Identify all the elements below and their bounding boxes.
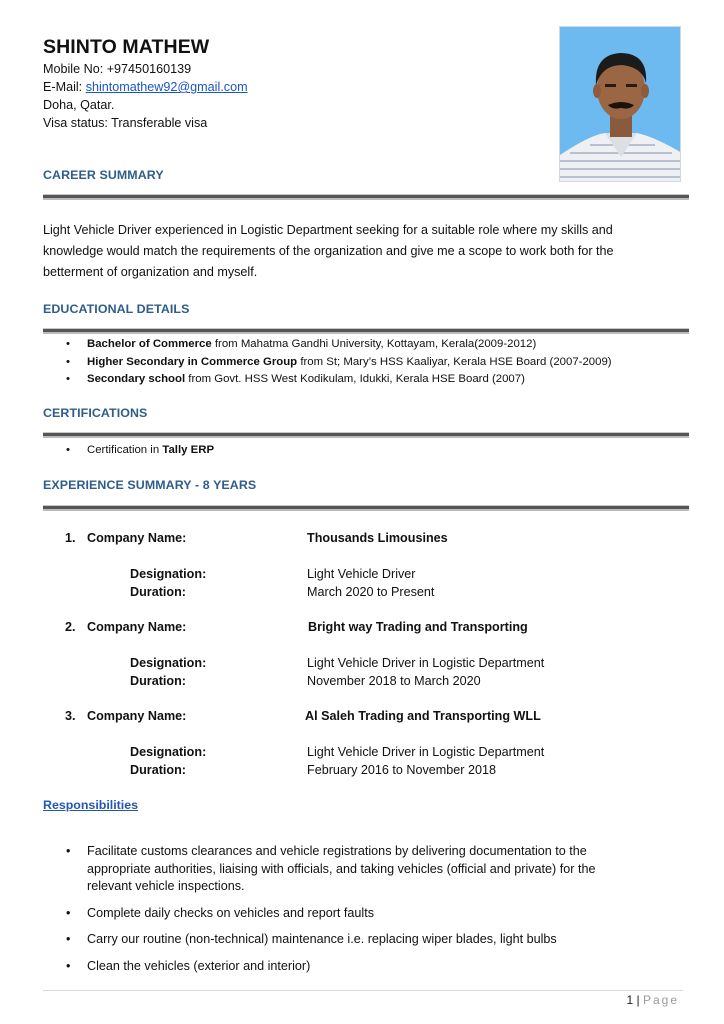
experience-heading: EXPERIENCE SUMMARY - 8 YEARS <box>43 478 257 492</box>
job-number: 1. <box>65 531 76 545</box>
page-word: Page <box>642 993 679 1007</box>
responsibility-item: • Clean the vehicles (exterior and interior) <box>63 958 643 976</box>
visa-status: Visa status: Transferable visa <box>43 116 208 130</box>
certification-name: Tally ERP <box>162 444 215 456</box>
certification-prefix: Certification in <box>87 444 163 456</box>
designation-value: Light Vehicle Driver in Logistic Department <box>307 656 545 670</box>
duration-value: March 2020 to Present <box>307 585 435 599</box>
company-label: Company Name: <box>87 709 187 723</box>
designation-label: Designation: <box>130 567 207 581</box>
company-name: Bright way Trading and Transporting <box>308 620 528 634</box>
degree-detail: from Govt. HSS West Kodikulam, Idukki, Kerala HSE Board (2007) <box>185 373 525 385</box>
page-number: 1 <box>626 993 634 1007</box>
section-divider <box>43 432 689 438</box>
location: Doha, Qatar. <box>43 98 115 112</box>
designation-label: Designation: <box>130 656 207 670</box>
career-summary-text <box>43 220 683 283</box>
responsibilities-heading: Responsibilities <box>43 798 139 812</box>
education-list <box>63 336 612 389</box>
education-item <box>63 371 612 389</box>
duration-label: Duration: <box>130 674 186 688</box>
company-name: Al Saleh Trading and Transporting WLL <box>305 709 541 723</box>
certifications-list <box>63 442 214 460</box>
designation-label: Designation: <box>130 745 207 759</box>
degree-name: Bachelor of Commerce <box>87 338 212 350</box>
email-link[interactable]: shintomathew92@gmail.com <box>85 80 248 94</box>
candidate-name: SHINTO MATHEW <box>43 36 210 58</box>
email-label: E-Mail: <box>43 80 86 94</box>
footer-divider <box>43 990 683 991</box>
company-label: Company Name: <box>87 531 187 545</box>
degree-detail: from Mahatma Gandhi University, Kottayam, Kerala(2009-2012) <box>211 338 537 350</box>
degree-name: Higher Secondary in Commerce Group <box>87 355 298 368</box>
career-summary-heading: CAREER SUMMARY <box>43 168 164 182</box>
footer-separator: | <box>633 993 643 1007</box>
contact-block <box>43 60 248 132</box>
responsibility-item: • Carry our routine (non-technical) maintenance i.e. replacing wiper blades, light bulbs <box>63 931 643 949</box>
career-line: knowledge would match the requirements of the organization and give me a scope to work both for the <box>43 244 614 258</box>
duration-label: Duration: <box>130 763 186 777</box>
email-line <box>43 78 248 96</box>
certifications-heading: CERTIFICATIONS <box>43 406 148 420</box>
section-divider <box>43 328 689 334</box>
section-divider <box>43 194 689 200</box>
job-number: 3. <box>65 709 76 723</box>
company-name: Thousands Limousines <box>307 531 448 545</box>
profile-photo <box>559 26 681 182</box>
designation-value: Light Vehicle Driver <box>307 567 416 581</box>
page-footer <box>626 993 679 1007</box>
duration-label: Duration: <box>130 585 186 599</box>
company-label: Company Name: <box>87 620 187 634</box>
education-heading: EDUCATIONAL DETAILS <box>43 302 190 316</box>
career-line: Light Vehicle Driver experienced in Logistic Department seeking for a suitable role where my skills and <box>43 223 613 237</box>
duration-value: February 2016 to November 2018 <box>307 763 497 777</box>
degree-detail: from St; Mary’s HSS Kaaliyar, Kerala HSE Board (2007-2009) <box>297 355 612 368</box>
job-number: 2. <box>65 620 76 634</box>
responsibility-item: • Facilitate customs clearances and vehicle registrations by delivering documentation to the appropriate authorities, liaising with officials, and taking vehicles (official and private) for the relevant vehicle inspections. <box>63 843 643 896</box>
education-item <box>63 354 612 372</box>
mobile-number: Mobile No: +97450160139 <box>43 62 192 76</box>
degree-name: Secondary school <box>87 373 186 385</box>
designation-value: Light Vehicle Driver in Logistic Department <box>307 745 545 759</box>
section-divider <box>43 505 689 511</box>
certification-item <box>63 442 214 460</box>
career-line: betterment of organization and myself. <box>43 265 258 279</box>
responsibility-item: • Complete daily checks on vehicles and report faults <box>63 905 643 923</box>
education-item <box>63 336 612 354</box>
responsibilities-list <box>63 843 643 984</box>
duration-value: November 2018 to March 2020 <box>307 674 481 688</box>
